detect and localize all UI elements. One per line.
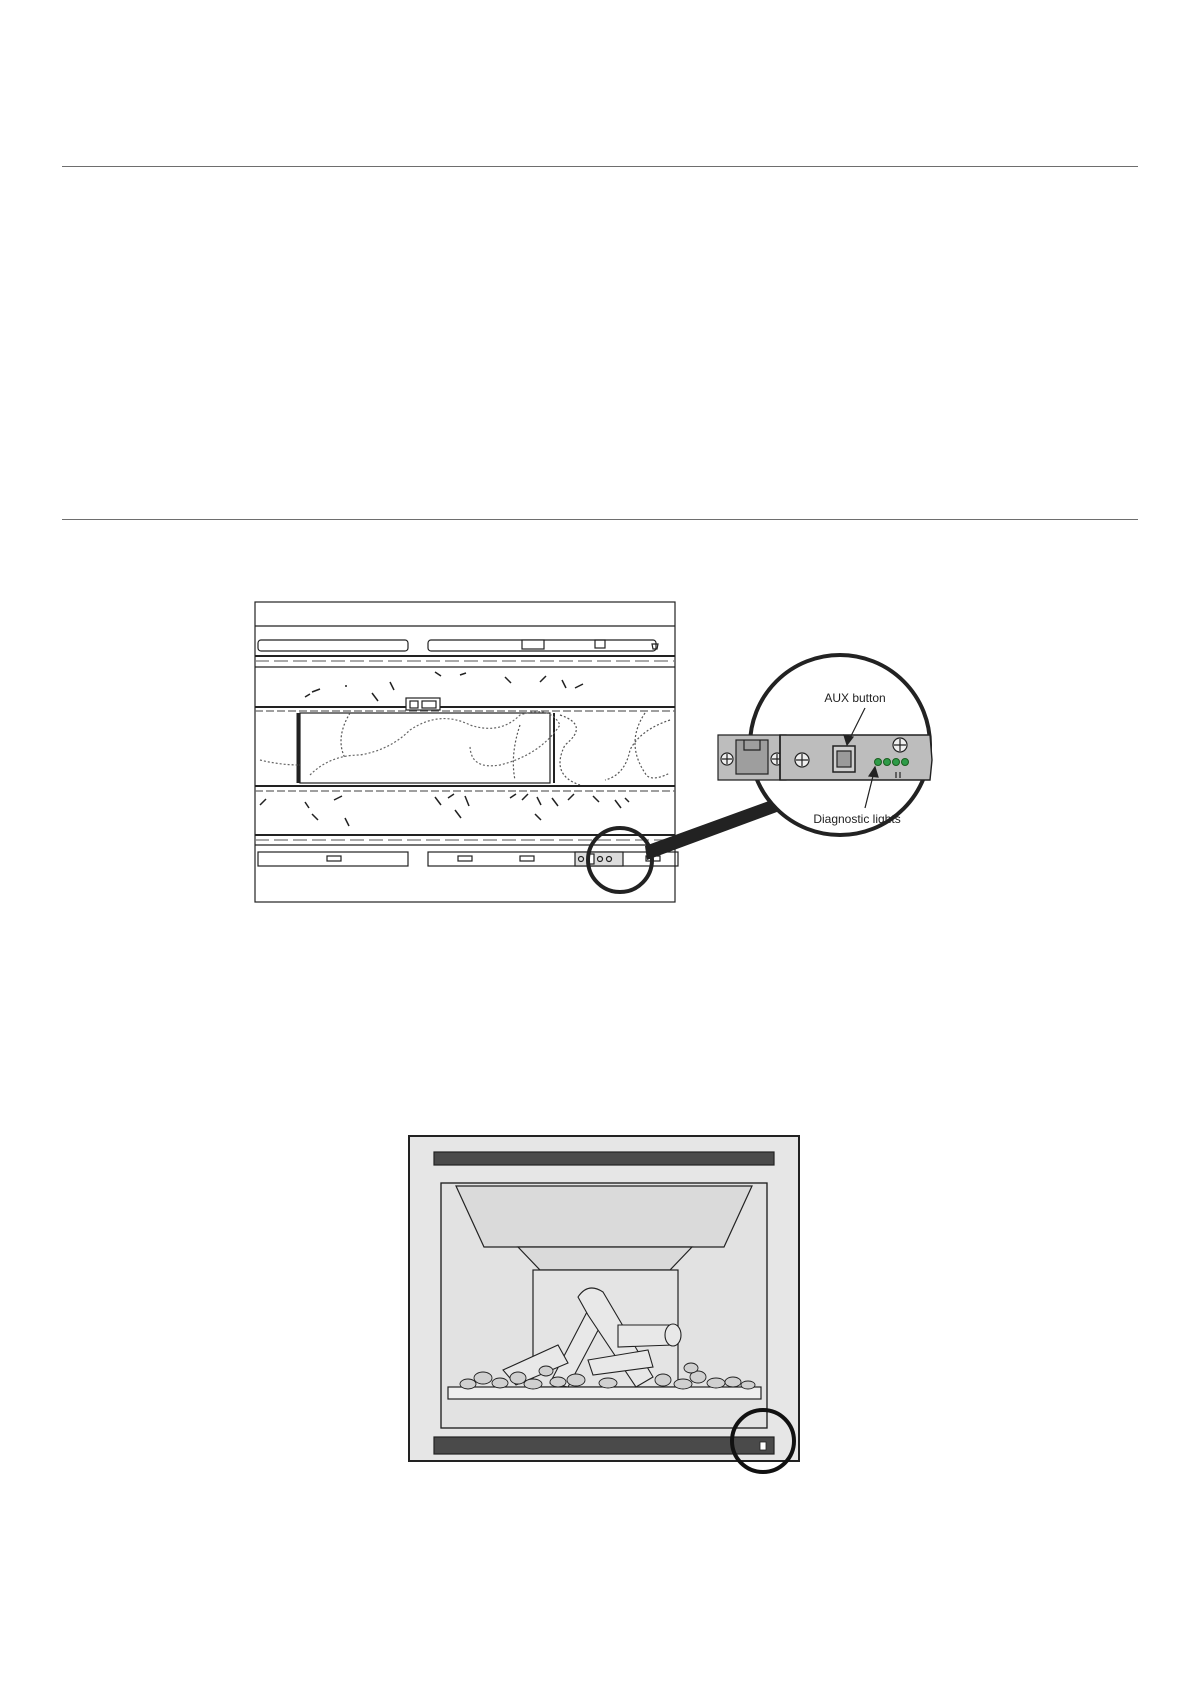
diagnostic-lights-label: Diagnostic lights — [813, 812, 901, 826]
section-divider-middle — [62, 519, 1138, 520]
diagnostic-light-2 — [884, 759, 891, 766]
fireplace-front-figure — [408, 1135, 808, 1480]
diagnostic-light-1 — [875, 759, 882, 766]
control-module-location-figure — [250, 600, 970, 910]
section-divider-top — [62, 166, 1138, 167]
diagnostic-light-4 — [902, 759, 909, 766]
aux-button-label: AUX button — [824, 691, 886, 705]
unit-front-view — [255, 602, 678, 902]
diagnostic-light-3 — [893, 759, 900, 766]
